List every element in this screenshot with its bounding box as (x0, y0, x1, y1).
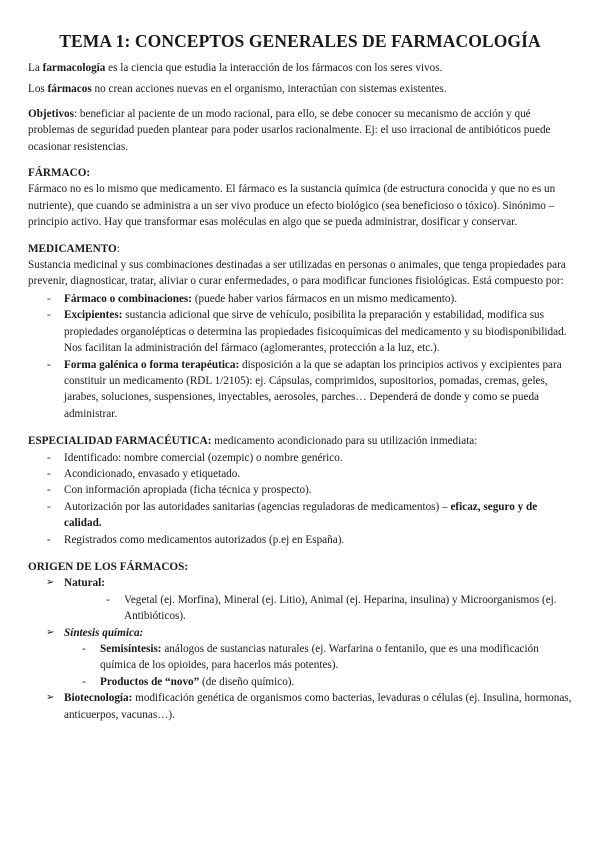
dash-bullet: - (47, 500, 51, 513)
origen-sintesis (28, 625, 572, 691)
objetivos-paragraph (28, 106, 572, 155)
intro-2-post: no crean acciones nuevas en el organismo, interactúan con sistemas existentes. (91, 83, 447, 96)
dash-bullet: - (47, 358, 51, 371)
dash-bullet: - (47, 292, 51, 305)
item-text: (puede haber varios fármacos en un mismo medicamento). (192, 292, 458, 305)
biotecnologia-text: modificación genética de organismos como bacterias, levaduras o células (ej. Insulina, hormonas, anticuerpos, vacunas…). (64, 692, 572, 721)
arrow-bullet-icon: ➢ (46, 626, 55, 638)
item-text: (de diseño químico). (199, 675, 295, 688)
sintesis-sublist (64, 641, 572, 690)
intro-1-post: es la ciencia que estudia la interacción de los fármacos con los seres vivos. (105, 62, 443, 74)
arrow-bullet-icon: ➢ (46, 577, 55, 589)
intro-1-bold: farmacología (42, 62, 106, 74)
list-item (28, 499, 572, 532)
item-label: Productos de “novo” (100, 675, 200, 688)
list-item (28, 532, 572, 548)
item-label: Forma galénica o forma terapéutica: (64, 358, 240, 371)
intro-paragraph-1 (28, 60, 572, 76)
dash-bullet: - (47, 451, 51, 464)
farmaco-text: Fármaco no es lo mismo que medicamento. El fármaco es la sustancia química (de estructura conocida y que no es un nutriente), que cuando se administra a un ser vivo produce un efecto biológico (sea beneficioso o tóxico). Sinónimo – principio activo. Hay que transformar esas moléculas en algo que se pueda administrar, dosificar y conservar. (28, 183, 556, 229)
medicamento-text: Sustancia medicinal y sus combinaciones destinadas a ser utilizadas en personas o animales, que tenga propiedades para prevenir, diagnosticar, tratar, aliviar o curar enfermedades, o para modificar funciones fisiológicas. Está compuesto por: (28, 259, 566, 288)
item-text: Vegetal (ej. Morfina), Mineral (ej. Litio), Animal (ej. Heparina, insulina) y Microorganismos (ej. Antibióticos). (124, 593, 557, 623)
natural-sublist (64, 592, 572, 625)
medicamento-heading-text: MEDICAMENTO (28, 242, 117, 255)
item-bold: eficaz, seguro y de calidad. (64, 500, 538, 530)
dash-bullet: - (47, 467, 51, 480)
sintesis-label: Síntesis química: (64, 626, 144, 639)
especialidad-list (28, 450, 572, 548)
dash-bullet: - (82, 675, 86, 688)
list-item (28, 307, 572, 356)
origen-heading: ORIGEN DE LOS FÁRMACOS: (28, 560, 189, 573)
item-text: Registrados como medicamentos autorizados (p.ej en España). (64, 533, 345, 546)
list-item (28, 674, 572, 690)
objetivos-label: Objetivos (28, 107, 74, 120)
item-text: sustancia adicional que sirve de vehículo, posibilita la preparación y estabilidad, modifica sus propiedades organolépticas o determina las propiedades fisicoquímicas del medicamento y su biodisponibilidad. Nos facilitan la administración del fármaco (aglomerantes, protección a la luz, etc.). (64, 309, 567, 355)
medicamento-heading-colon: : (116, 242, 120, 255)
objetivos-text: : beneficiar al paciente de un modo racional, para ello, se debe conocer su mecanismo de acción y qué problemas de seguridad pueden plantear para poder usarlos racionalmente. Ej: el uso irracional de antibióticos puede ocasionar resistencias. (28, 107, 551, 153)
intro-2-pre: Los (28, 83, 48, 96)
list-item (28, 357, 572, 423)
list-item (28, 450, 572, 466)
especialidad-text: medicamento acondicionado para su utilización inmediata: (211, 435, 478, 448)
dash-bullet: - (47, 309, 51, 322)
farmaco-heading: FÁRMACO: (28, 167, 91, 180)
item-text: Identificado: nombre comercial (ozempic) o nombre genérico. (64, 451, 343, 464)
especialidad-heading: ESPECIALIDAD FARMACÉUTICA: (28, 435, 212, 448)
natural-label: Natural: (64, 577, 106, 590)
biotecnologia-label: Biotecnología: (64, 692, 133, 705)
origen-biotecnologia (28, 690, 572, 723)
item-text: disposición a la que se adaptan los principios activos y excipientes para constituir un medicamento (RDL 1/2105): ej. Cápsulas, comprimidos, supositorios, pomadas, cremas, geles, jarabes, soluciones, suspensiones, inyectables, aerosoles, parches… Dependerá de donde y como se pueda administrar. (64, 358, 562, 420)
medicamento-list (28, 291, 572, 422)
dash-bullet: - (82, 643, 86, 655)
list-item (28, 592, 572, 625)
intro-2-bold: fármacos (47, 83, 92, 96)
list-item (28, 641, 572, 674)
intro-paragraph-2 (28, 81, 572, 97)
medicamento-heading (28, 241, 572, 257)
page-title: TEMA 1: CONCEPTOS GENERALES DE FARMACOLOGÍA (59, 31, 541, 51)
item-label: Semisíntesis: (100, 643, 162, 655)
item-label: Fármaco o combinaciones: (64, 292, 193, 305)
item-text: Con información apropiada (ficha técnica y prospecto). (64, 484, 312, 497)
item-text: Autorización por las autoridades sanitarias (agencias reguladoras de medicamentos) – (64, 500, 451, 513)
origen-natural (28, 575, 572, 624)
item-label: Excipientes: (64, 309, 123, 322)
dash-bullet: - (106, 593, 110, 606)
dash-bullet: - (47, 533, 51, 546)
origen-list (28, 575, 572, 723)
intro-1-pre: La (28, 62, 43, 74)
item-text: análogos de sustancias naturales (ej. Warfarina o fentanilo, que es una modificación química de los opioides, para hacerlos más potentes). (100, 643, 539, 672)
especialidad-heading-line (28, 433, 572, 449)
list-item (28, 466, 572, 482)
list-item (28, 482, 572, 498)
item-text: Acondicionado, envasado y etiquetado. (64, 467, 241, 480)
dash-bullet: - (47, 484, 51, 497)
list-item (28, 291, 572, 307)
arrow-bullet-icon: ➢ (46, 692, 55, 704)
